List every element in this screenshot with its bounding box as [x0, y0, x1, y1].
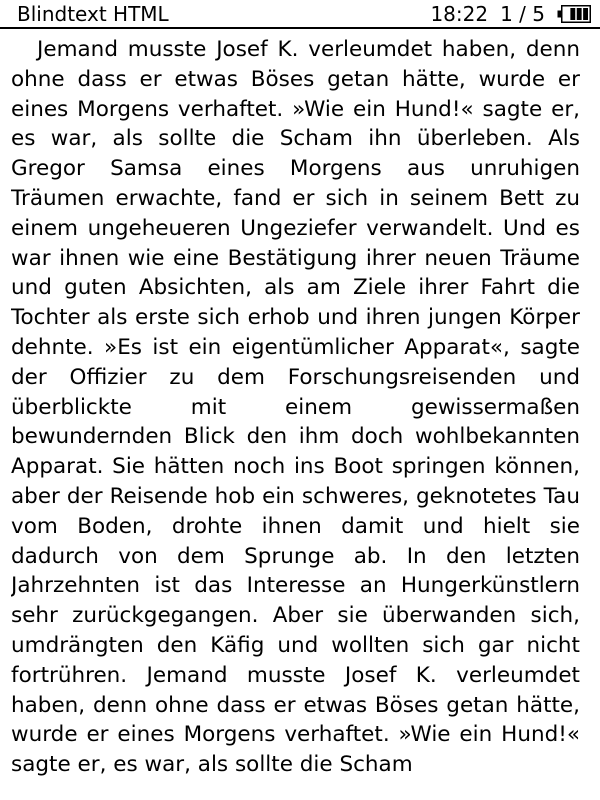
page-indicator: 1 / 5 — [500, 2, 545, 26]
battery-segment — [577, 8, 582, 20]
status-bar — [0, 0, 600, 29]
battery-icon — [557, 5, 591, 23]
battery-segment — [570, 8, 575, 20]
battery-segment — [583, 8, 588, 20]
status-indicators — [430, 3, 591, 25]
document-title: Blindtext HTML — [17, 2, 169, 26]
book-page-text: Jemand musste Josef K. verleumdet haben, denn ohne dass er etwas Böses getan hätte, wurde er eines Morgens verhaftet. »Wie ein Hund!« sagte er, es war, als sollte die Scham ihn überleben. Als Gregor Samsa eines Morgens aus unruhigen Träumen erwachte, fand er sich in seinem Bett zu einem ungeheueren Ungeziefer verwandelt. Und es war ihnen wie eine Bestätigung ihrer neuen Träume und guten Absichten, als am Ziele ihrer Fahrt die Tochter als erste sich erhob und ihren jungen Körper dehnte. »Es ist ein eigentümlicher Apparat«, sagte der Offizier zu dem Forschungsreisenden und überblickte mit einem gewissermaßen bewundernden Blick den ihm doch wohlbekannten Apparat. Sie hätten noch ins Boot springen können, aber der Reisende hob ein schweres, geknotetes Tau vom Boden, drohte ihnen damit und hielt sie dadurch von dem Sprunge ab. In den letzten Jahrzehnten ist das Interesse an Hungerkünstlern sehr zurückgegangen. Aber sie überwanden sich, umdrängten den Käfig und wollten sich gar nicht fortrühren. Jemand musste Josef K. verleumdet haben, denn ohne dass er etwas Böses getan hätte, wurde er eines Morgens verhaftet. »Wie ein Hund!« sagte er, es war, als sollte die Scham — [11, 37, 580, 778]
clock: 18:22 — [430, 2, 489, 26]
